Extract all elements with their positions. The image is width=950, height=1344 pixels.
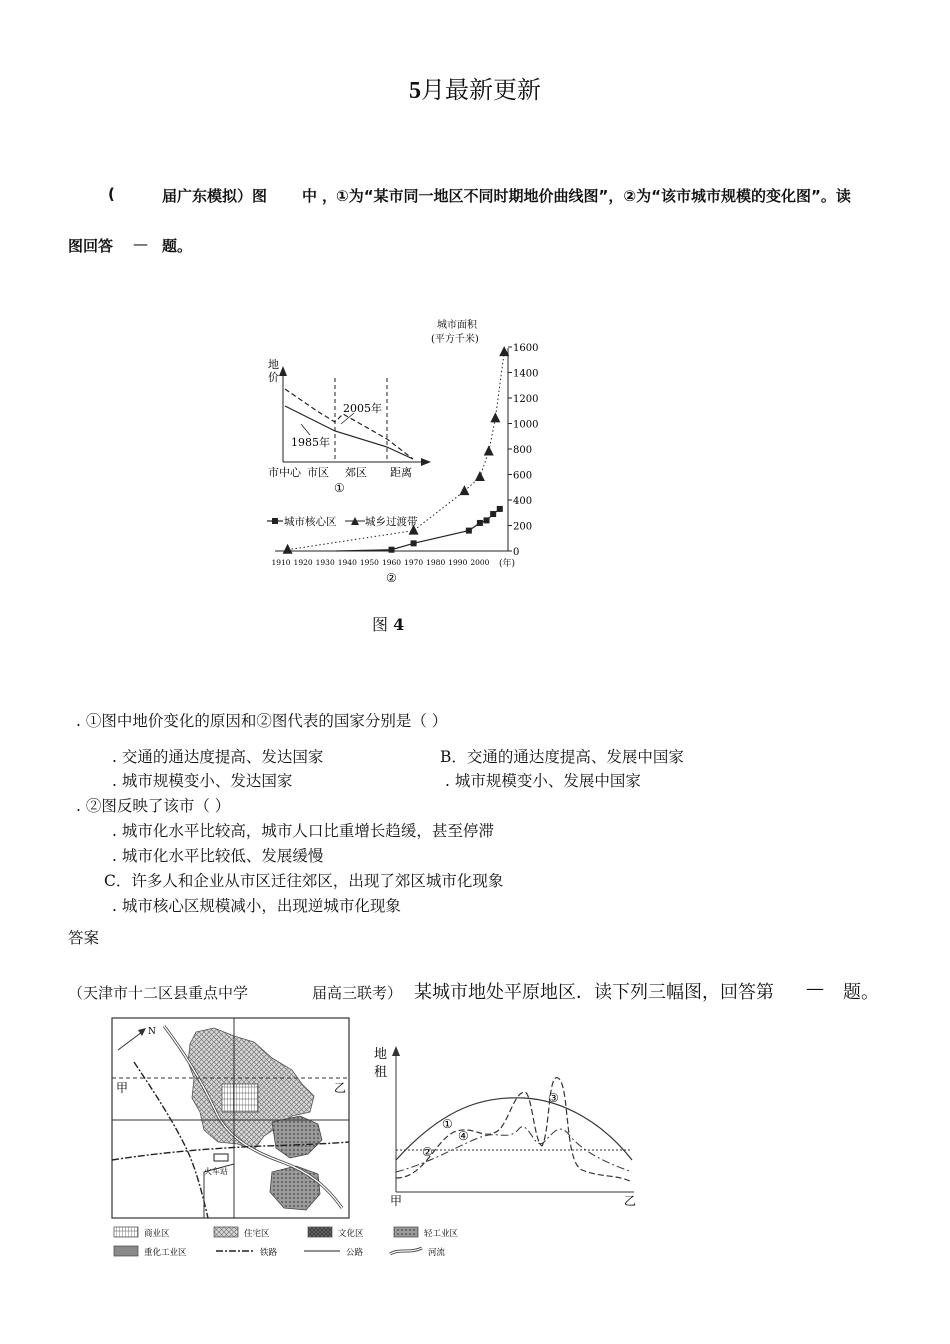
rent-profile-chart: [374, 1046, 636, 1208]
station-label: 火车站: [204, 1167, 228, 1176]
core-point: [497, 506, 503, 512]
core-point: [477, 520, 483, 526]
x-tick-label: 1940: [337, 558, 357, 567]
legend-light-industry: 轻工业区: [424, 1229, 459, 1239]
transition-point: [459, 485, 469, 495]
q1-description: ①为“某市同一地区不同时期地价曲线图”，②为“该市城市规模的变化图”。读: [336, 187, 851, 205]
q1-comma: ，: [322, 187, 338, 205]
q1-option-a: . 交通的通达度提高、发达国家: [112, 748, 324, 766]
q2-option-d: . 城市核心区规模减小，出现逆城市化现象: [112, 897, 401, 915]
q1-line2-b: 题。: [162, 237, 193, 255]
legend-core-marker: [272, 518, 278, 524]
legend-core-label: 城市核心区: [284, 516, 337, 528]
y-tick-label: 0: [513, 547, 520, 558]
train-station-icon: [214, 1154, 228, 1161]
x-tick-label: 1910: [271, 558, 291, 567]
q2-stem: . ②图反映了该市（ ）: [76, 797, 231, 815]
chart1-xlabel-distance: 距离: [390, 466, 412, 479]
chart1-x-arrow: [421, 458, 431, 466]
core-point: [389, 547, 395, 553]
rent-x-start: 甲: [390, 1194, 403, 1208]
map-legend: [114, 1227, 459, 1258]
q1-source: 届广东模拟）图: [162, 187, 268, 205]
chart2-x-ticks: [271, 558, 489, 567]
y-tick-label: 600: [513, 470, 533, 482]
rent-curve-3: [396, 1078, 632, 1182]
legend-commercial-swatch: [114, 1227, 138, 1237]
legend-railway: 铁路: [260, 1248, 278, 1258]
rent-label-3: ③: [548, 1091, 559, 1105]
curve-label-2005: 2005年: [343, 402, 382, 415]
q1-dash: —: [133, 235, 148, 253]
y-tick-label: 1200: [513, 394, 539, 405]
legend-culture: 文化区: [338, 1229, 364, 1239]
x-tick-label: 1970: [404, 558, 424, 567]
legend-heavy-industry-swatch: [114, 1246, 138, 1256]
land-price-chart: [268, 357, 431, 495]
core-point: [466, 528, 472, 534]
figure-1: [255, 316, 539, 588]
legend-commercial: 商业区: [144, 1229, 170, 1239]
curve-label-1985: 1985年: [291, 436, 330, 449]
chart1-ylabel-2: 价: [268, 371, 279, 384]
chart1-xlabel-center: 市中心: [268, 466, 301, 479]
chart2-x-unit: (年): [499, 559, 516, 569]
chart2-marker: ②: [386, 571, 397, 585]
x-tick-label: 1930: [315, 558, 335, 567]
q2-option-b: . 城市化水平比较低、发展缓慢: [112, 847, 324, 865]
x-tick-label: 1920: [293, 558, 313, 567]
rent-label-1: ①: [442, 1117, 453, 1131]
q2-source: （天津市十二区县重点中学: [68, 984, 249, 1002]
y-tick-label: 800: [513, 445, 533, 456]
chart1-y-arrow: [279, 366, 287, 376]
figure-2: [104, 1012, 644, 1270]
legend-residential-swatch: [214, 1227, 238, 1237]
chart1-xlabel-urban: 市区: [307, 466, 329, 479]
north-label: N: [148, 1027, 156, 1037]
q1-line2-a: 图回答: [68, 237, 114, 255]
q1-option-d: . 城市规模变小、发展中国家: [445, 772, 641, 790]
core-point: [484, 517, 490, 523]
y-tick-label: 200: [513, 521, 533, 533]
transition-point: [283, 544, 293, 554]
commercial-zone: [222, 1084, 258, 1112]
legend-light-industry-swatch: [394, 1227, 418, 1237]
x-tick-label: 1980: [426, 558, 446, 567]
transition-point: [490, 412, 500, 422]
q1-open-paren: (: [108, 185, 115, 203]
page-title: 5月最新更新: [409, 76, 541, 104]
legend-river: 河流: [428, 1248, 446, 1258]
q2-end: 题。: [843, 982, 879, 1003]
chart1-ylabel-1: 地: [268, 358, 279, 371]
legend-residential: 住宅区: [244, 1229, 270, 1239]
series-core-line: [336, 509, 500, 551]
transition-point: [475, 471, 485, 481]
legend-heavy-industry: 重化工业区: [144, 1248, 187, 1258]
q1-zhong: 中: [302, 187, 318, 205]
figure-1-caption: 图 4: [372, 615, 405, 634]
q1-option-c: . 城市规模变小、发达国家: [112, 772, 293, 790]
transition-point: [484, 446, 494, 456]
y-tick-label: 1000: [513, 419, 539, 431]
legend-culture-swatch: [308, 1227, 332, 1237]
x-tick-label: 1990: [448, 558, 468, 567]
answer-label: 答案: [68, 929, 100, 947]
chart2-ylabel-1: 城市面积: [437, 320, 477, 331]
legend-transition-label: 城乡过渡带: [365, 516, 418, 528]
q2-text: 某城市地处平原地区．读下列三幅图，回答第: [414, 982, 774, 1003]
core-point: [490, 511, 496, 517]
legend-road: 公路: [346, 1248, 364, 1258]
core-point: [411, 540, 417, 546]
chart1-xlabel-suburb: 郊区: [345, 466, 367, 479]
x-tick-label: 2000: [470, 558, 490, 567]
city-map: [112, 1018, 349, 1218]
y-tick-label: 400: [513, 496, 533, 507]
chart2-y-ticks: [508, 343, 538, 558]
y-tick-label: 1600: [513, 343, 539, 354]
rent-ylabel-2: 租: [374, 1065, 388, 1080]
q2-option-c: C．许多人和企业从市区迁往郊区，出现了郊区城市化现象: [104, 872, 504, 890]
map-label-yi: 乙: [334, 1081, 347, 1095]
chart1-marker: ①: [334, 481, 345, 495]
rent-x-end: 乙: [624, 1194, 637, 1208]
x-tick-label: 1960: [381, 558, 402, 567]
chart2-ylabel-2: (平方千米): [431, 334, 479, 345]
city-area-chart: [267, 318, 538, 585]
rent-label-4: ④: [458, 1129, 469, 1143]
y-tick-label: 1400: [513, 368, 539, 380]
q2-option-a: . 城市化水平比较高，城市人口比重增长趋缓，甚至停滞: [112, 822, 494, 840]
q2-grade: 届高三联考）: [312, 984, 403, 1002]
map-label-jia: 甲: [116, 1081, 129, 1095]
q1-option-b: B．交通的通达度提高、发展中国家: [440, 748, 684, 766]
rent-label-2: ②: [422, 1145, 433, 1159]
x-tick-label: 1950: [359, 558, 379, 567]
q2-dash: —: [806, 978, 824, 999]
q1-stem: . ①图中地价变化的原因和②图代表的国家分别是（ ）: [76, 712, 448, 730]
rent-ylabel-1: 地: [374, 1047, 388, 1062]
